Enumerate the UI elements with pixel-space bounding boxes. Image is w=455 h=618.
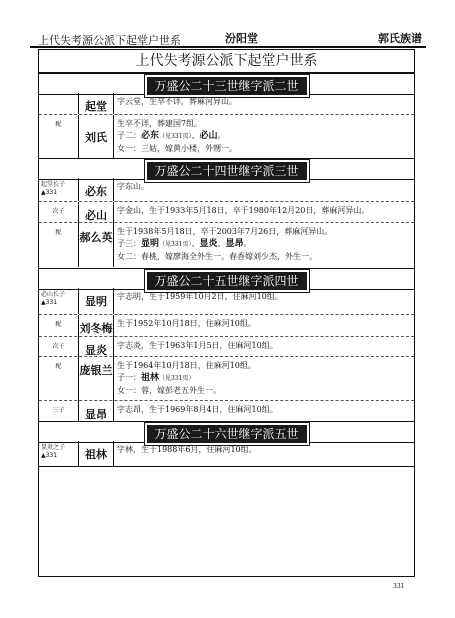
generation-label: 万盛公二十四世继字派三世 bbox=[144, 160, 308, 182]
person-name: 起堂 bbox=[79, 93, 114, 114]
relation-note: 起堂长子 ▲331 bbox=[39, 178, 79, 201]
person-details: 字林，生于1988年6月，住麻河10组。 bbox=[117, 445, 257, 454]
header-series-title: 上代失考源公派下起堂户世系 bbox=[38, 35, 181, 47]
person-details: 生于1938年5月18日，卒于2003年7月26日，葬麻河异山。 子三：显明（见331页）、显炎、显昂。 女二：春桃，嫁廖海全外生一。春香嫁刘少杰，外生一。 bbox=[117, 227, 333, 261]
relation-note: 显炎之子 ▲331 bbox=[39, 441, 79, 466]
page-number: 331 bbox=[393, 583, 405, 590]
relation-note: 配 bbox=[39, 357, 79, 401]
person-details: 字志明，生于1959年10月2日，住麻河10组。 bbox=[117, 292, 283, 301]
page-ref: ▲331 bbox=[41, 299, 58, 306]
table-row bbox=[39, 93, 414, 114]
person-name: 庞银兰 bbox=[79, 357, 114, 401]
relation-note: 必山长子 ▲331 bbox=[39, 288, 79, 314]
page-ref: ▲331 bbox=[41, 189, 58, 196]
person-name: 显昂 bbox=[79, 401, 114, 421]
genealogy-table bbox=[38, 49, 415, 577]
child-link[interactable]: 必山 bbox=[199, 131, 218, 141]
generation-label: 万盛公二十三世继字派二世 bbox=[144, 75, 308, 97]
page-ref: ▲331 bbox=[41, 452, 58, 459]
table-row bbox=[39, 222, 414, 267]
table-row bbox=[39, 400, 414, 421]
generation-banner bbox=[39, 73, 414, 95]
person-name: 显炎 bbox=[79, 337, 114, 357]
generation-label: 万盛公二十六世继字派五世 bbox=[144, 423, 308, 445]
table-row bbox=[39, 314, 414, 337]
relation-note: 配 bbox=[39, 223, 79, 267]
person-details: 生卒不详，葬建国7组。 子二：必东（见331页）、必山。 女一：三姑，嫁黄小楼，外甥一。 bbox=[117, 119, 237, 153]
person-details: 字金山，生于1933年5月18日，卒于1980年12月20日，葬麻河异山。 bbox=[117, 206, 370, 215]
relation-note: 三子 bbox=[39, 401, 79, 421]
generation-banner bbox=[39, 268, 414, 290]
generation-banner bbox=[39, 421, 414, 443]
person-name: 必东 bbox=[79, 178, 114, 201]
relation-note: 次子 bbox=[39, 337, 79, 357]
relation-note bbox=[39, 93, 79, 114]
child-link[interactable]: 显明 bbox=[141, 239, 160, 249]
generation-banner bbox=[39, 158, 414, 180]
relation-note: 配 bbox=[39, 115, 79, 159]
header-hall-name: 汾阳堂 bbox=[225, 32, 258, 45]
table-row bbox=[39, 336, 414, 357]
person-name: 必山 bbox=[79, 202, 114, 223]
person-details: 字云堂，生卒不详，葬麻河异山。 bbox=[117, 97, 237, 106]
person-name: 祖林 bbox=[79, 441, 114, 466]
table-row bbox=[39, 114, 414, 159]
person-details: 生于1964年10月18日，住麻河10组。 子一：祖林（见331页） 女一：蓉，嫁彭老五外生一。 bbox=[117, 361, 256, 395]
table-row bbox=[39, 178, 414, 201]
page-title: 上代失考源公派下起堂户世系 bbox=[39, 50, 414, 73]
person-details: 字东山。 bbox=[117, 182, 149, 191]
table-row bbox=[39, 201, 414, 223]
header-book-title: 郭氏族谱 bbox=[378, 32, 422, 45]
child-link[interactable]: 显炎 bbox=[199, 239, 218, 249]
table-row bbox=[39, 288, 414, 314]
person-details: 字志炎，生于1963年1月5日，住麻河10组。 bbox=[117, 341, 278, 350]
person-name: 显明 bbox=[79, 288, 114, 314]
relation-note: 次子 bbox=[39, 202, 79, 223]
child-link[interactable]: 祖林 bbox=[141, 373, 160, 383]
table-row bbox=[39, 356, 414, 401]
relation-note: 配 bbox=[39, 315, 79, 337]
person-details: 生于1952年10月18日，住麻河10组。 bbox=[117, 319, 256, 328]
person-name: 刘冬梅 bbox=[79, 315, 114, 337]
running-header bbox=[30, 26, 426, 48]
person-details: 字志昂，生于1969年8月4日，住麻河10组。 bbox=[117, 405, 278, 414]
child-link[interactable]: 显昂 bbox=[225, 239, 244, 249]
table-row bbox=[39, 441, 414, 467]
generation-label: 万盛公二十五世继字派四世 bbox=[144, 270, 308, 292]
person-name: 刘氏 bbox=[79, 115, 114, 159]
child-link[interactable]: 必东 bbox=[141, 131, 160, 141]
header-rule bbox=[30, 46, 426, 48]
person-name: 郝么英 bbox=[79, 223, 114, 267]
